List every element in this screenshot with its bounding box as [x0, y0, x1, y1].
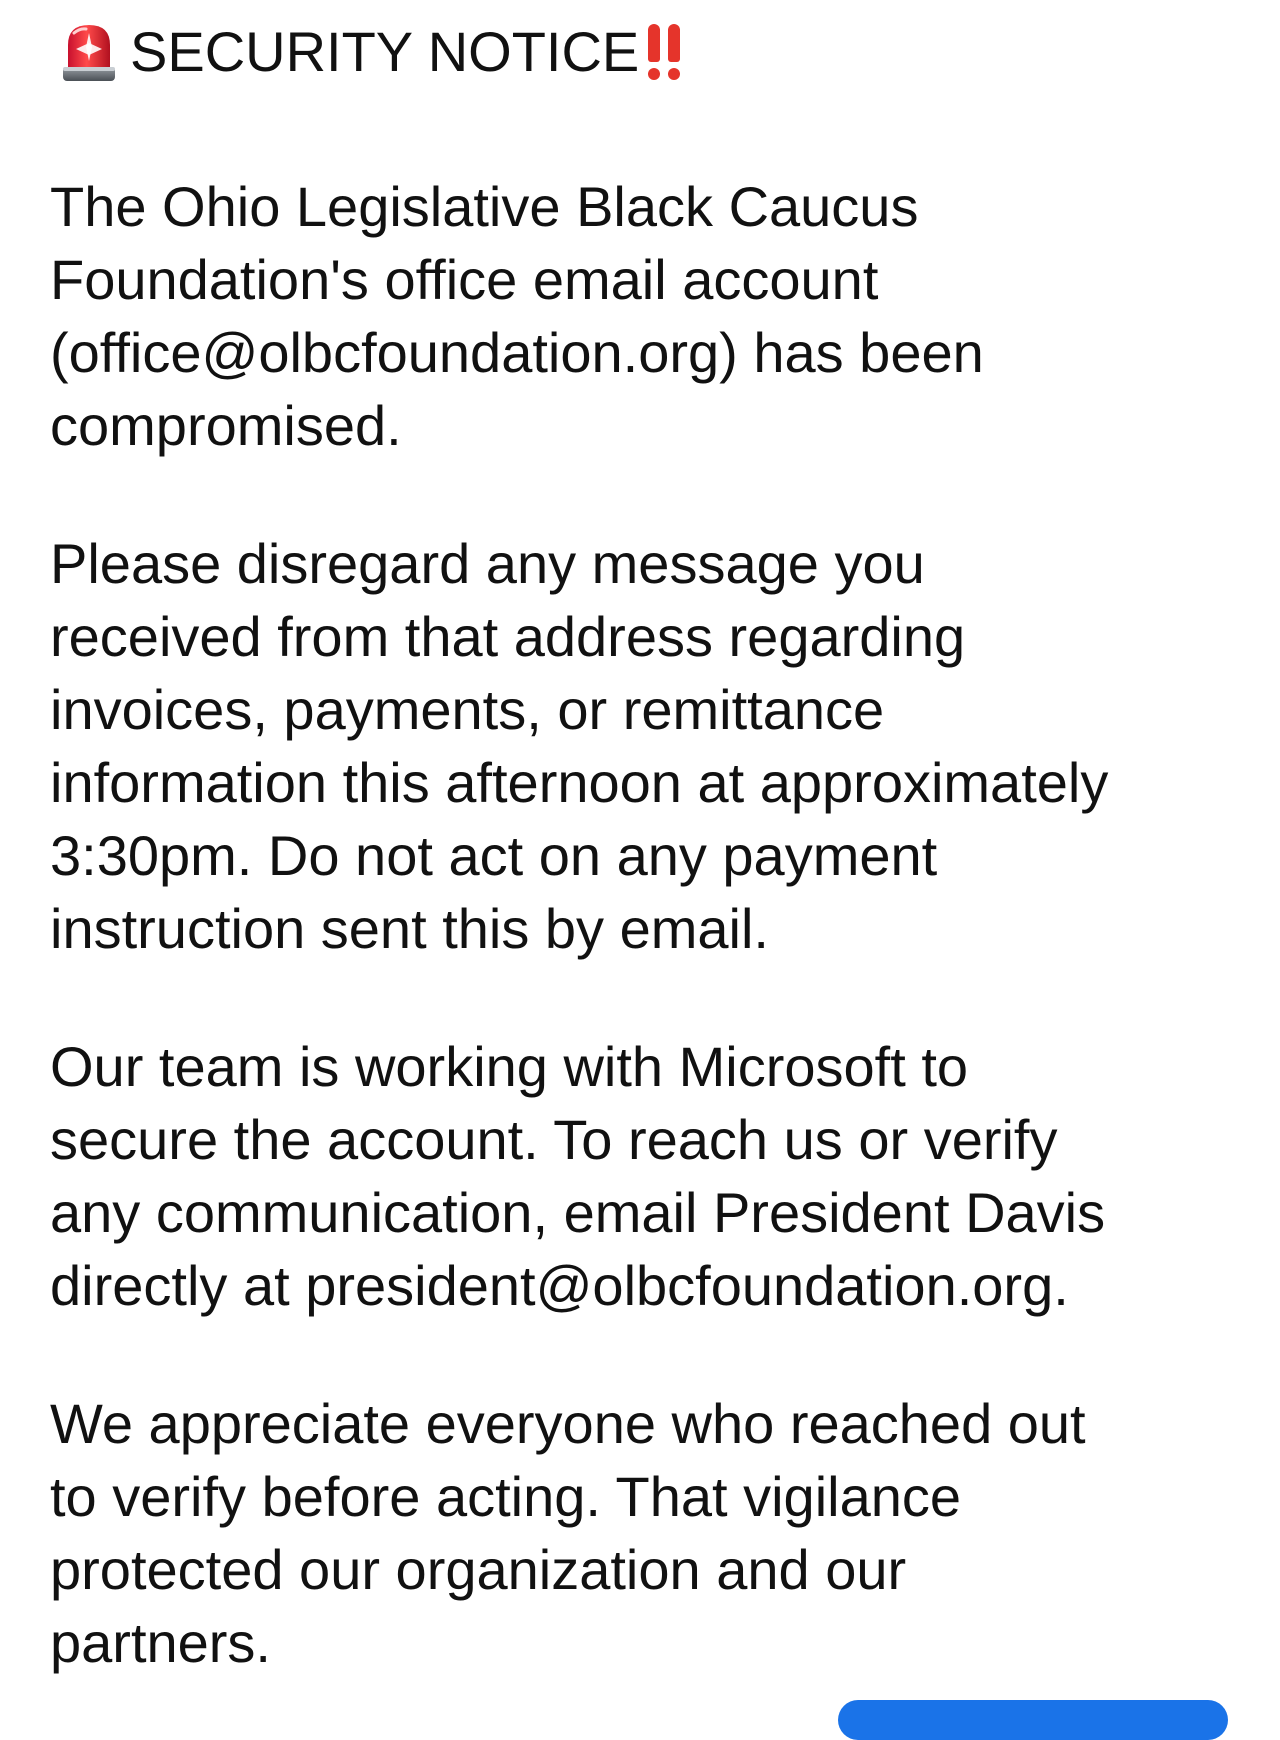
double-exclamation-icon [647, 22, 681, 82]
blue-action-pill[interactable] [838, 1700, 1228, 1740]
police-car-light-icon [60, 19, 118, 85]
notice-paragraph-contact: Our team is working with Microsoft to secure the account. To reach us or verify any communication, email President Davis directly at president@olbcfoundation.org. [50, 1035, 1106, 1317]
notice-paragraph-compromised: The Ohio Legislative Black Caucus Foundation's office email account (office@olbcfoundation.org) has been compromised. [50, 175, 984, 457]
security-notice [50, 14, 1250, 1679]
notice-paragraph-appreciation: We appreciate everyone who reached out to verify before acting. That vigilance protected our organization and our partners. [50, 1392, 1086, 1674]
notice-title: SECURITY NOTICE [130, 20, 640, 83]
notice-paragraph-disregard: Please disregard any message you received from that address regarding invoices, payments, or remittance information this afternoon at approximately 3:30pm. Do not act on any payment instruction sent this by email. [50, 532, 1109, 960]
notice-header [50, 14, 1250, 90]
